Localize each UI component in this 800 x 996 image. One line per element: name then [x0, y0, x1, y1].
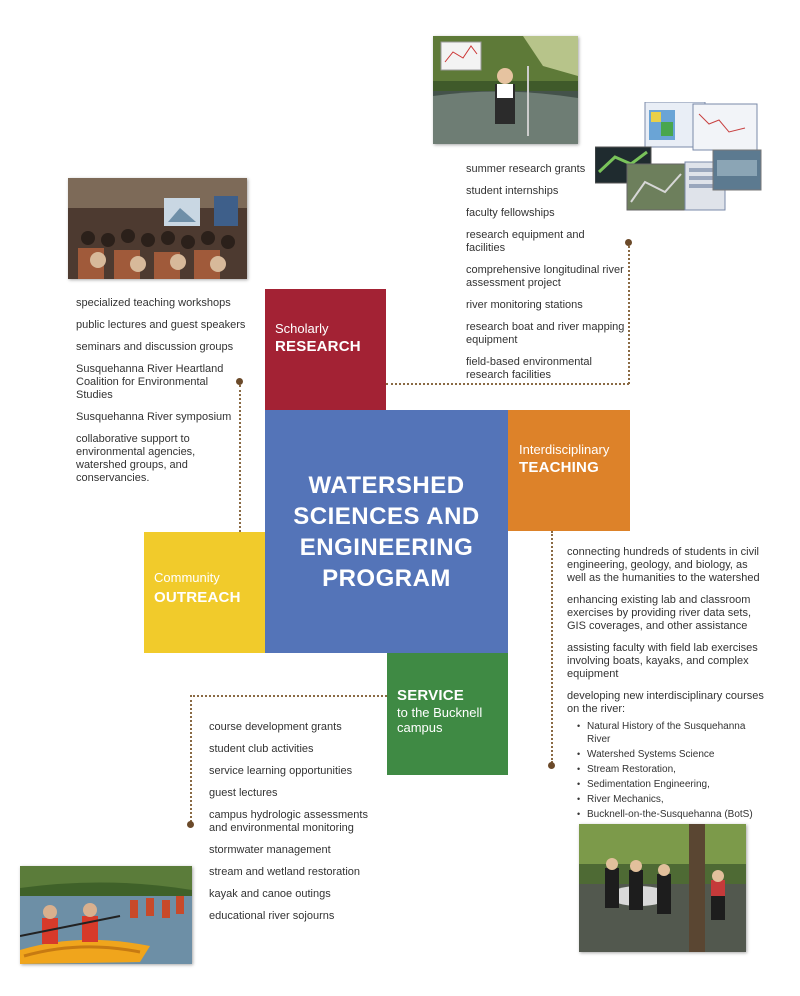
- course-item: • Sedimentation Engineering,: [577, 778, 767, 791]
- program-title-line-1: WATERSHED: [308, 471, 465, 499]
- list-item: river monitoring stations: [466, 299, 583, 311]
- list-item: campus hydrologic assessments and environmental monitoring: [209, 809, 368, 834]
- teaching-list: [567, 546, 767, 830]
- teaching-connector-vertical: [551, 531, 553, 763]
- course-item: • Stream Restoration,: [577, 763, 767, 776]
- list-item: assisting faculty with field lab exercises involving boats, kayaks, and complex equipment: [567, 642, 758, 680]
- program-title: [265, 410, 508, 653]
- list-item: guest lectures: [209, 787, 278, 799]
- teaching-big-label: TEACHING: [519, 459, 599, 476]
- list-item: student club activities: [209, 743, 314, 755]
- service-big-label: SERVICE: [397, 687, 464, 704]
- research-list: [466, 163, 626, 391]
- service-small-label-1: to the Bucknell: [397, 705, 483, 720]
- list-item: research equipment and facilities: [466, 229, 585, 254]
- outreach-list: [76, 297, 246, 494]
- research-box: [265, 289, 386, 410]
- list-item: specialized teaching workshops: [76, 297, 231, 309]
- teaching-connector-dot: [548, 762, 555, 769]
- list-item: collaborative support to environmental agencies, watershed groups, and conservancies.: [76, 433, 196, 484]
- list-item-text: developing new interdisciplinary courses on the river:: [567, 690, 764, 715]
- list-item: seminars and discussion groups: [76, 341, 234, 353]
- outreach-big-label: OUTREACH: [154, 589, 241, 606]
- course-item: • Natural History of the Susquehanna River: [577, 720, 767, 746]
- list-item: research boat and river mapping equipment: [466, 321, 625, 346]
- program-title-line-3: ENGINEERING: [299, 533, 474, 561]
- program-title-line-2: SCIENCES AND: [293, 502, 480, 530]
- service-connector-horizontal: [190, 695, 387, 697]
- course-list: [577, 720, 767, 821]
- service-small-label-2: campus: [397, 720, 443, 735]
- list-item: summer research grants: [466, 163, 586, 175]
- course-item: • River Mechanics,: [577, 793, 767, 806]
- list-item: stormwater management: [209, 844, 331, 856]
- list-item: service learning opportunities: [209, 765, 353, 777]
- service-box: [387, 653, 508, 775]
- list-item: [567, 690, 767, 821]
- course-item: • Bucknell-on-the-Susquehanna (BotS): [577, 808, 767, 821]
- research-connector-vertical: [628, 246, 630, 384]
- list-item: stream and wetland restoration: [209, 866, 361, 878]
- list-item: student internships: [466, 185, 559, 197]
- list-item: educational river sojourns: [209, 910, 335, 922]
- list-item: public lectures and guest speakers: [76, 319, 246, 331]
- research-small-label: Scholarly: [275, 321, 329, 336]
- service-connector-vertical: [190, 695, 192, 822]
- research-connector-dot: [625, 239, 632, 246]
- course-item: • Watershed Systems Science: [577, 748, 767, 761]
- photo-students-wading: [579, 824, 746, 952]
- photo-lecture-audience: [68, 178, 247, 279]
- teaching-small-label: Interdisciplinary: [519, 442, 610, 457]
- list-item: comprehensive longitudinal river assessment project: [466, 264, 624, 289]
- photo-kayakers: [20, 866, 192, 964]
- service-connector-dot: [187, 821, 194, 828]
- photo-student-in-river: [433, 36, 578, 144]
- list-item: course development grants: [209, 721, 342, 733]
- program-title-line-4: PROGRAM: [322, 564, 451, 592]
- teaching-box: [508, 410, 630, 531]
- list-item: Susquehanna River symposium: [76, 411, 232, 423]
- list-item: kayak and canoe outings: [209, 888, 331, 900]
- outreach-small-label: Community: [154, 570, 220, 585]
- list-item: faculty fellowships: [466, 207, 555, 219]
- service-list: [209, 721, 379, 932]
- outreach-box: [144, 532, 265, 653]
- list-item: Susquehanna River Heartland Coalition for Environmental Studies: [76, 363, 224, 401]
- list-item: field-based environmental research facilities: [466, 356, 592, 381]
- list-item: enhancing existing lab and classroom exercises by providing river data sets, GIS coverages, and other assistance: [567, 594, 752, 632]
- research-big-label: RESEARCH: [275, 338, 361, 355]
- list-item: connecting hundreds of students in civil engineering, geology, and biology, as well as the humanities to the watershed: [567, 546, 760, 584]
